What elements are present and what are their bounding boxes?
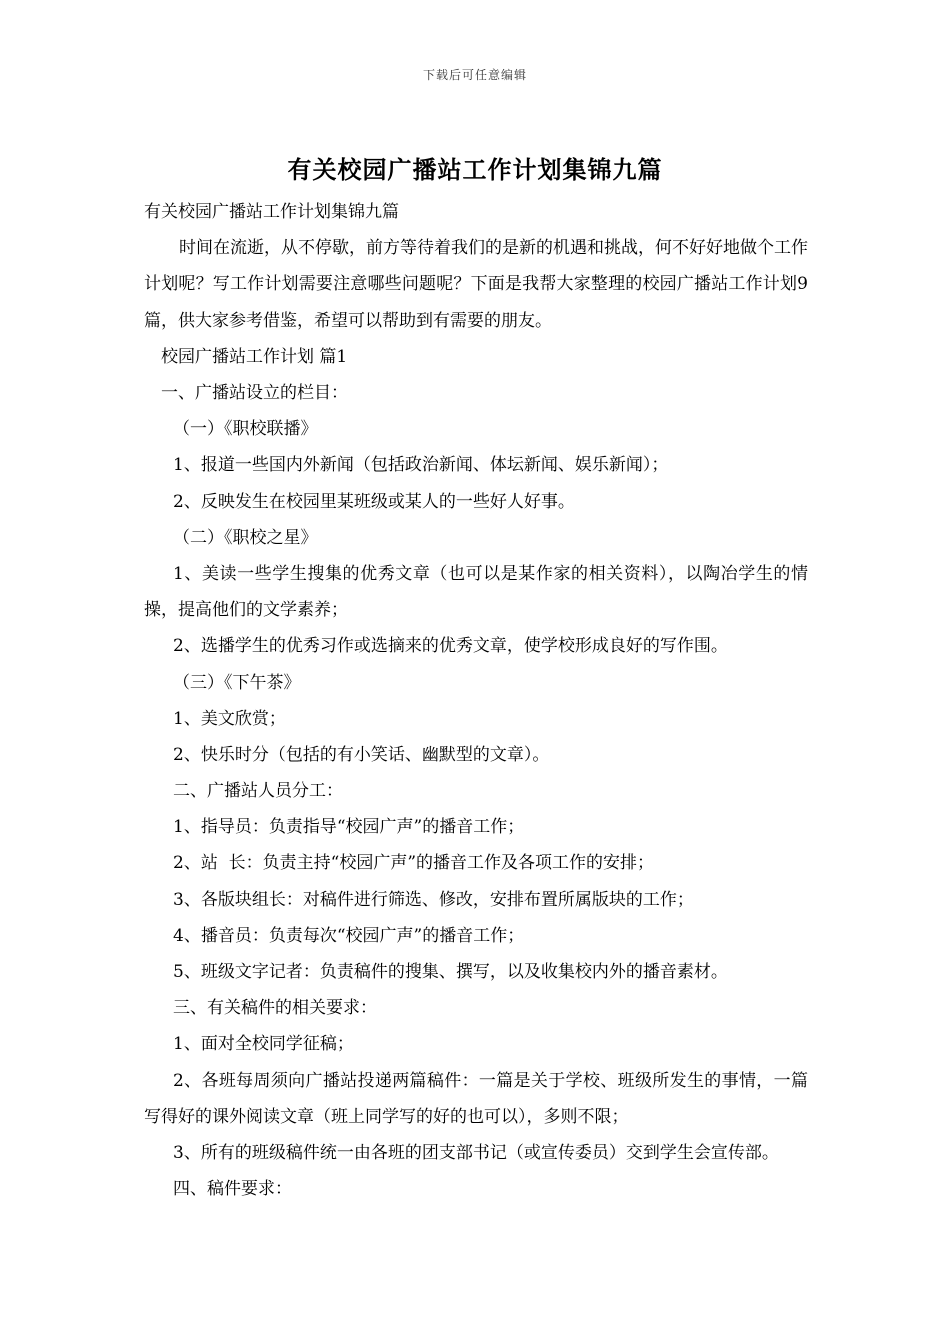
column1-heading: （一）《职校联播》 — [173, 419, 318, 440]
subtitle: 有关校园广播站工作计划集锦九篇 — [144, 202, 399, 222]
column2-item2: 2、选播学生的优秀习作或选摘来的优秀文章，使学校形成良好的写作围。 — [173, 636, 728, 657]
part2-heading: 二、广播站人员分工： — [173, 781, 343, 802]
part2-item1: 1、指导员：负责指导“校园广声”的播音工作； — [173, 817, 525, 838]
column3-item2: 2、快乐时分（包括的有小笑话、幽默型的文章）。 — [173, 744, 550, 765]
part2-item5: 5、班级文字记者：负责稿件的搜集、撰写，以及收集校内外的播音素材。 — [173, 962, 728, 983]
intro-paragraph: 时间在流逝，从不停歇，前方等待着我们的是新的机遇和挑战，何不好好地做个工作计划呢？写工作计划需要注意哪些问题呢？下面是我帮大家整理的校园广播站工作计划9篇，供大家参考借鉴，希望可以帮助到有需要的朋友。 — [144, 238, 808, 331]
part2-item4: 4、播音员：负责每次“校园广声”的播音工作； — [173, 925, 525, 946]
part4-heading: 四、稿件要求： — [173, 1179, 292, 1200]
column2-heading: （二）《职校之星》 — [173, 527, 318, 548]
part2-item3: 3、各版块组长：对稿件进行筛选、修改，安排布置所属版块的工作； — [173, 889, 694, 910]
column3-heading: （三）《下午茶》 — [173, 672, 301, 693]
section-heading: 校园广播站工作计划 篇1 — [161, 346, 348, 367]
document-body — [144, 194, 808, 1207]
column2-item1: 1、美读一些学生搜集的优秀文章（也可以是某作家的相关资料），以陶冶学生的情操，提高他们的文学素养； — [144, 563, 808, 621]
column1-item1: 1、报道一些国内外新闻（包括政治新闻、体坛新闻、娱乐新闻）； — [173, 455, 669, 476]
part3-heading: 三、有关稿件的相关要求： — [173, 998, 377, 1019]
column1-item2: 2、反映发生在校园里某班级或某人的一些好人好事。 — [173, 491, 575, 512]
part3-item1: 1、面对全校同学征稿； — [173, 1034, 354, 1055]
document-title: 有关校园广播站工作计划集锦九篇 — [287, 155, 663, 184]
part3-item3: 3、所有的班级稿件统一由各班的团支部书记（或宣传委员）交到学生会宣传部。 — [173, 1142, 779, 1163]
part1-heading: 一、广播站设立的栏目： — [161, 382, 348, 403]
header-note: 下载后可任意编辑 — [422, 68, 527, 82]
part2-item2: 2、站 长：负责主持“校园广声”的播音工作及各项工作的安排； — [173, 853, 655, 874]
part3-item2: 2、各班每周须向广播站投递两篇稿件：一篇是关于学校、班级所发生的事情，一篇写得好的课外阅读文章（班上同学写的好的也可以），多则不限； — [144, 1070, 808, 1127]
column3-item1: 1、美文欣赏； — [173, 708, 286, 729]
